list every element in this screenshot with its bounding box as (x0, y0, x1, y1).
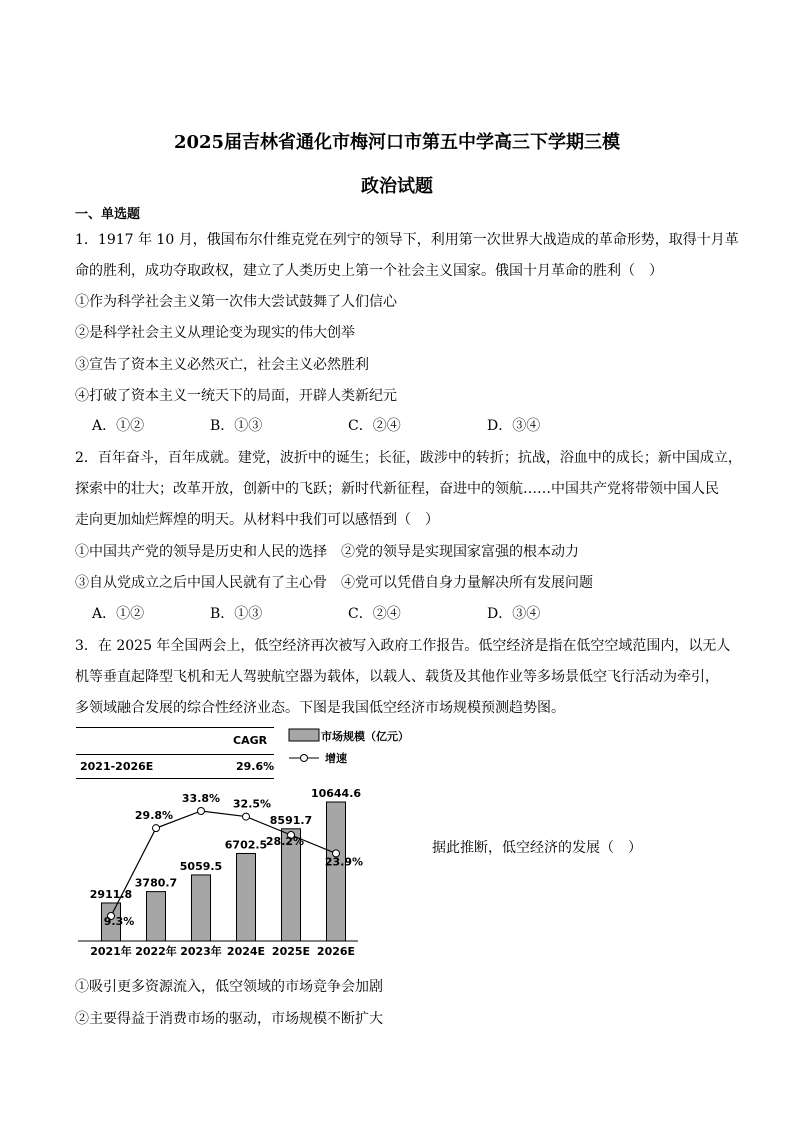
q1-statement: ③宣告了资本主义必然灭亡，社会主义必然胜利 (75, 357, 369, 373)
q1-line: 1．1917 年 10 月，俄国布尔什维克党在列宁的领导下，利用第一次世界大战造成的革命形势，取得十月革 (75, 232, 739, 248)
chart-bar (147, 892, 166, 941)
bar-value-label: 6702.5 (224, 838, 268, 852)
x-tick-label: 2026E (316, 945, 356, 958)
q3-line: 3．在 2025 年全国两会上，低空经济再次被写入政府工作报告。低空经济是指在低空空域范围内，以无人 (75, 638, 731, 654)
cagr-period: 2021-2026E (80, 760, 154, 773)
q1-option-a[interactable]: A．①② (92, 418, 145, 434)
q1-option-d[interactable]: D．③④ (487, 418, 541, 434)
q1-statement: ④打破了资本主义一统天下的局面，开辟人类新纪元 (75, 388, 397, 404)
q2-line: 探索中的壮大；改革开放，创新中的飞跃；新时代新征程，奋进中的领航……中国共产党将带领中国人民 (75, 481, 719, 497)
bar-value-label: 2911.8 (89, 887, 133, 901)
q2-statement: ①中国共产党的领导是历史和人民的选择 ②党的领导是实现国家富强的根本动力 (75, 544, 579, 560)
growth-point (243, 813, 250, 820)
q2-option-d[interactable]: D．③④ (487, 606, 541, 622)
x-tick-label: 2024E (226, 945, 266, 958)
x-tick-label: 2023年 (180, 945, 222, 958)
bar-value-label: 8591.7 (269, 813, 313, 827)
cagr-header: CAGR (233, 734, 268, 747)
q2-line: 走向更加灿烂辉煌的明天。从材料中我们可以感悟到（ ） (75, 512, 439, 528)
legend-swatch-bar (289, 729, 319, 741)
legend-label: 市场规模（亿元） (321, 730, 409, 743)
bar-value-label: 5059.5 (179, 859, 223, 873)
legend-swatch-point (301, 755, 308, 762)
legend-label: 增速 (325, 752, 347, 765)
growth-label: 23.9% (324, 855, 364, 869)
q1-statement: ②是科学社会主义从理论变为现实的伟大创举 (75, 325, 355, 341)
growth-label: 32.5% (232, 797, 272, 811)
growth-label: 33.8% (181, 792, 221, 805)
growth-label: 29.8% (134, 809, 174, 823)
section-label: 一、单选题 (75, 207, 141, 222)
q2-option-b[interactable]: B．①③ (210, 606, 263, 622)
growth-point (153, 825, 160, 832)
q2-statement: ③自从党成立之后中国人民就有了主心骨 ④党可以凭借自身力量解决所有发展问题 (75, 575, 593, 591)
q1-line: 命的胜利，成功夺取政权，建立了人类历史上第一个社会主义国家。俄国十月革命的胜利（ ） (75, 263, 663, 279)
bar-value-label: 3780.7 (134, 876, 178, 890)
page-subtitle: 政治试题 (361, 176, 433, 197)
q1-option-c[interactable]: C．②④ (348, 418, 401, 434)
x-tick-label: 2025E (271, 945, 311, 958)
chart-bar (237, 853, 256, 941)
q3-line: 多领域融合发展的综合性经济业态。下图是我国低空经济市场规模预测趋势图。 (75, 700, 565, 716)
q3-line: 机等垂直起降型飞机和无人驾驶航空器为载体，以载人、载货及其他作业等多场景低空飞行活动为牵引， (75, 669, 719, 685)
q3-side-text: 据此推断，低空经济的发展（ ） (432, 840, 642, 856)
q1-statement: ①作为科学社会主义第一次伟大尝试鼓舞了人们信心 (75, 294, 397, 310)
q1-option-b[interactable]: B．①③ (210, 418, 263, 434)
q2-option-a[interactable]: A．①② (92, 606, 145, 622)
q3-statement: ②主要得益于消费市场的驱动，市场规模不断扩大 (75, 1011, 383, 1027)
q2-line: 2．百年奋斗，百年成就。建党，波折中的诞生；长征，跋涉中的转折；抗战，浴血中的成长；新中国成立， (75, 450, 742, 466)
q3-statement: ①吸引更多资源流入，低空领域的市场竞争会加剧 (75, 979, 383, 995)
bar-value-label: 10644.6 (310, 787, 362, 800)
cagr-value: 29.6% (236, 760, 275, 773)
growth-label: 9.3% (103, 915, 135, 928)
x-tick-label: 2021年 (90, 945, 132, 958)
q2-option-c[interactable]: C．②④ (348, 606, 401, 622)
x-tick-label: 2022年 (135, 945, 177, 958)
growth-point (198, 808, 205, 815)
growth-label: 28.2% (265, 835, 305, 848)
chart-bar (192, 875, 211, 941)
chart-bar (327, 802, 346, 941)
page-title: 2025届吉林省通化市梅河口市第五中学高三下学期三模 (173, 132, 621, 153)
